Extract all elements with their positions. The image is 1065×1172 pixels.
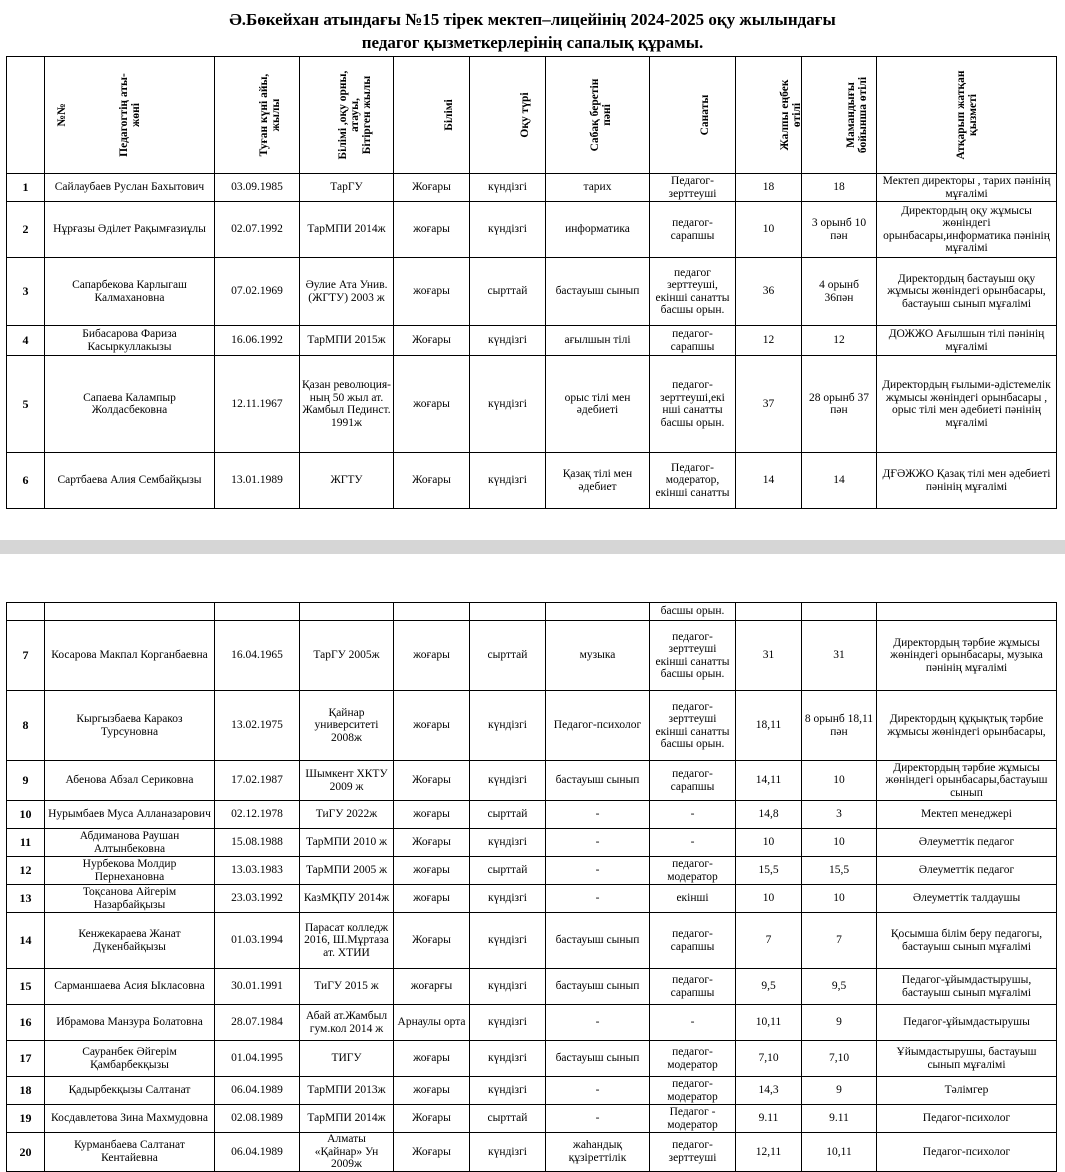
specialty-experience-cell: 7 [802, 913, 877, 969]
row-number-cell: 8 [7, 691, 45, 761]
header-label: Атқарып жатқан қызметі [954, 70, 979, 160]
row-number-cell: 19 [7, 1105, 45, 1133]
position-cell: Ұйымдастырушы, бастауыш сынып мұғалімі [877, 1041, 1057, 1077]
birth-date-cell: 03.09.1985 [215, 174, 300, 202]
specialty-experience-cell: 8 орынб 18,11 пән [802, 691, 877, 761]
subject-cell: бастауыш сынып [546, 1041, 650, 1077]
category-cell: педагог-сарапшы [650, 969, 736, 1005]
category-cell: - [650, 1005, 736, 1041]
row-number-cell: 10 [7, 801, 45, 829]
page-break [0, 540, 1065, 554]
specialty-experience-cell: 9.11 [802, 1105, 877, 1133]
institution-cell: Қазан революция-ның 50 жыл ат. Жамбыл Пединст. 1991ж [300, 356, 394, 453]
study-form-cell: күндізгі [470, 453, 546, 509]
study-form-cell: күндізгі [470, 1005, 546, 1041]
education-cell: жоғары [394, 857, 470, 885]
subject-cell: ағылшын тілі [546, 326, 650, 356]
total-experience-cell: 12,11 [736, 1133, 802, 1172]
header-label: Санаты [699, 94, 711, 136]
header-cell [736, 57, 802, 174]
subject-cell: - [546, 801, 650, 829]
total-experience-cell: 31 [736, 621, 802, 691]
institution-cell: Қайнар университеті 2008ж [300, 691, 394, 761]
continuation-row [7, 603, 1057, 621]
row-number-cell: 20 [7, 1133, 45, 1172]
table-row [7, 761, 1057, 801]
position-cell: Мектеп менеджері [877, 801, 1057, 829]
category-cell: Педагог - модератор [650, 1105, 736, 1133]
institution-cell: ТиГУ 2015 ж [300, 969, 394, 1005]
category-cell: педагог-зерттеуші екінші санатты басшы орын. [650, 691, 736, 761]
header-label: №№ [56, 103, 68, 127]
row-number-cell: 18 [7, 1077, 45, 1105]
continuation-cell [736, 603, 802, 621]
category-cell: - [650, 801, 736, 829]
total-experience-cell: 10 [736, 829, 802, 857]
header-cell [300, 57, 394, 174]
continuation-cell [546, 603, 650, 621]
header-label: Білімі [443, 99, 455, 131]
birth-date-cell: 02.07.1992 [215, 202, 300, 258]
continuation-cell [215, 603, 300, 621]
study-form-cell: күндізгі [470, 885, 546, 913]
study-form-cell: күндізгі [470, 1041, 546, 1077]
study-form-cell: күндізгі [470, 691, 546, 761]
header-cell [215, 57, 300, 174]
position-cell: Директордың ғылыми-әдістемелік жұмысы жөніндегі орынбасары , орыс тілі мен әдебиеті пәнінің мұғалімі [877, 356, 1057, 453]
teacher-name-cell: Абенова Абзал Сериковна [45, 761, 215, 801]
birth-date-cell: 07.02.1969 [215, 258, 300, 326]
institution-cell: Алматы «Қайнар» Ун 2009ж [300, 1133, 394, 1172]
header-label: Оқу түрі [519, 92, 531, 138]
birth-date-cell: 13.03.1983 [215, 857, 300, 885]
teacher-name-cell: Сартбаева Алия Сембайқызы [45, 453, 215, 509]
category-cell: педагог-зерттеуші [650, 1133, 736, 1172]
row-number-cell: 17 [7, 1041, 45, 1077]
table-row [7, 801, 1057, 829]
table-row [7, 453, 1057, 509]
total-experience-cell: 9,5 [736, 969, 802, 1005]
specialty-experience-cell: 28 орынб 37 пән [802, 356, 877, 453]
row-number-cell: 5 [7, 356, 45, 453]
position-cell: Әлеуметтік педагог [877, 829, 1057, 857]
specialty-experience-cell: 14 [802, 453, 877, 509]
teacher-name-cell: Курманбаева Салтанат Кентайевна [45, 1133, 215, 1172]
table-row [7, 202, 1057, 258]
header-cell [877, 57, 1057, 174]
continuation-cell [394, 603, 470, 621]
specialty-experience-cell: 9,5 [802, 969, 877, 1005]
institution-cell: Парасат колледж 2016, Ш.Мұртаза ат. ХТИИ [300, 913, 394, 969]
teacher-name-cell: Нурбекова Молдир Пернехановна [45, 857, 215, 885]
institution-cell: ТарМПИ 2014ж [300, 202, 394, 258]
category-cell: педагог зерттеуші, екінші санатты басшы орын. [650, 258, 736, 326]
row-number-cell: 16 [7, 1005, 45, 1041]
header-label: Мамандығы бойынша өтілі [845, 76, 869, 153]
continuation-cell [877, 603, 1057, 621]
table-row [7, 829, 1057, 857]
education-cell: жоғары [394, 1041, 470, 1077]
teacher-name-cell: Сарманшаева Асия Ыкласовна [45, 969, 215, 1005]
subject-cell: бастауыш сынып [546, 761, 650, 801]
teacher-name-cell: Сауранбек Әйгерім Қамбарбекқызы [45, 1041, 215, 1077]
subject-cell: орыс тілі мен әдебиеті [546, 356, 650, 453]
position-cell: Әлеуметтік педагог [877, 857, 1057, 885]
specialty-experience-cell: 10 [802, 885, 877, 913]
study-form-cell: күндізгі [470, 761, 546, 801]
birth-date-cell: 16.04.1965 [215, 621, 300, 691]
subject-cell: тарих [546, 174, 650, 202]
row-number-cell: 4 [7, 326, 45, 356]
total-experience-cell: 10 [736, 202, 802, 258]
position-cell: ДОЖЖО Ағылшын тілі пәнінің мұғалімі [877, 326, 1057, 356]
category-cell: педагог-сарапшы [650, 761, 736, 801]
specialty-experience-cell: 3 [802, 801, 877, 829]
birth-date-cell: 16.06.1992 [215, 326, 300, 356]
table-row [7, 174, 1057, 202]
study-form-cell: күндізгі [470, 174, 546, 202]
category-cell: екінші [650, 885, 736, 913]
table-header-row [7, 57, 1057, 174]
institution-cell: ЖГТУ [300, 453, 394, 509]
education-cell: Жоғары [394, 913, 470, 969]
education-cell: Жоғары [394, 1105, 470, 1133]
institution-cell: КазМҚПУ 2014ж [300, 885, 394, 913]
header-cell [7, 57, 68, 174]
subject-cell: жаһандық құзіреттілік [546, 1133, 650, 1172]
total-experience-cell: 14,8 [736, 801, 802, 829]
birth-date-cell: 02.08.1989 [215, 1105, 300, 1133]
education-cell: жоғары [394, 356, 470, 453]
birth-date-cell: 12.11.1967 [215, 356, 300, 453]
specialty-experience-cell: 31 [802, 621, 877, 691]
education-cell: Арнаулы орта [394, 1005, 470, 1041]
education-cell: Жоғары [394, 326, 470, 356]
total-experience-cell: 7 [736, 913, 802, 969]
continuation-cell [7, 603, 45, 621]
header-cell [45, 57, 215, 174]
birth-date-cell: 06.04.1989 [215, 1077, 300, 1105]
total-experience-cell: 10 [736, 885, 802, 913]
category-cell: педагог-зерттеуші екінші санатты басшы орын. [650, 621, 736, 691]
header-cell [470, 57, 546, 174]
continuation-cell [802, 603, 877, 621]
header-label: Сабақ беретін пәні [589, 78, 613, 152]
birth-date-cell: 28.07.1984 [215, 1005, 300, 1041]
category-cell: педагог-модератор [650, 1041, 736, 1077]
staff-table-body-1 [7, 57, 1057, 509]
birth-date-cell: 13.01.1989 [215, 453, 300, 509]
teacher-name-cell: Нурымбаев Муса Алланазарович [45, 801, 215, 829]
teacher-name-cell: Кенжекараева Жанат Дүкенбайқызы [45, 913, 215, 969]
row-number-cell: 3 [7, 258, 45, 326]
teacher-name-cell: Косдавлетова Зина Махмудовна [45, 1105, 215, 1133]
position-cell: Директордың құқықтық тәрбие жұмысы жөніндегі орынбасары, [877, 691, 1057, 761]
subject-cell: - [546, 857, 650, 885]
position-cell: Тәлімгер [877, 1077, 1057, 1105]
position-cell: Қосымша білім беру педагогы, бастауыш сынып мұғалімі [877, 913, 1057, 969]
study-form-cell: күндізгі [470, 1077, 546, 1105]
teacher-name-cell: Кыргызбаева Каракоз Турсуновна [45, 691, 215, 761]
specialty-experience-cell: 12 [802, 326, 877, 356]
continuation-cell [45, 603, 215, 621]
position-cell: Педагог-ұйымдастырушы, бастауыш сынып мұғалімі [877, 969, 1057, 1005]
institution-cell: ТарМПИ 2005 ж [300, 857, 394, 885]
teacher-name-cell: Сапаева Калампыр Жолдасбековна [45, 356, 215, 453]
institution-cell: Әулие Ата Унив. (ЖГТУ) 2003 ж [300, 258, 394, 326]
subject-cell: бастауыш сынып [546, 969, 650, 1005]
education-cell: жоғарғы [394, 969, 470, 1005]
education-cell: жоғары [394, 801, 470, 829]
continuation-cell [300, 603, 394, 621]
staff-table-page-2 [6, 602, 1057, 1172]
institution-cell: ТарГУ [300, 174, 394, 202]
table-row [7, 1041, 1057, 1077]
header-cell [802, 57, 877, 174]
study-form-cell: сырттай [470, 1105, 546, 1133]
header-label: Жалпы еңбек өтілі [779, 79, 803, 151]
table-row [7, 1133, 1057, 1172]
study-form-cell: күндізгі [470, 356, 546, 453]
birth-date-cell: 30.01.1991 [215, 969, 300, 1005]
table-row [7, 969, 1057, 1005]
subject-cell: информатика [546, 202, 650, 258]
total-experience-cell: 18,11 [736, 691, 802, 761]
continuation-cell: басшы орын. [650, 603, 736, 621]
education-cell: жоғары [394, 691, 470, 761]
specialty-experience-cell: 10,11 [802, 1133, 877, 1172]
position-cell: Директордың тәрбие жұмысы жөніндегі орынбасары, музыка пәнінің мұғалімі [877, 621, 1057, 691]
total-experience-cell: 37 [736, 356, 802, 453]
subject-cell: бастауыш сынып [546, 913, 650, 969]
total-experience-cell: 10,11 [736, 1005, 802, 1041]
specialty-experience-cell: 18 [802, 174, 877, 202]
subject-cell: - [546, 885, 650, 913]
title-line-1: Ә.Бөкейхан атындағы №15 тірек мектеп–лицейінің 2024-2025 оқу жылындағы [229, 10, 836, 29]
institution-cell: Абай ат.Жамбыл гум.кол 2014 ж [300, 1005, 394, 1041]
category-cell: педагог-модератор [650, 1077, 736, 1105]
row-number-cell: 9 [7, 761, 45, 801]
teacher-name-cell: Ибрамова Манзура Болатовна [45, 1005, 215, 1041]
table-row [7, 691, 1057, 761]
continuation-cell [470, 603, 546, 621]
subject-cell: бастауыш сынып [546, 258, 650, 326]
header-cell [546, 57, 650, 174]
row-number-cell: 13 [7, 885, 45, 913]
total-experience-cell: 18 [736, 174, 802, 202]
education-cell: жоғары [394, 621, 470, 691]
specialty-experience-cell: 9 [802, 1005, 877, 1041]
teacher-name-cell: Абдиманова Раушан Алтынбековна [45, 829, 215, 857]
birth-date-cell: 17.02.1987 [215, 761, 300, 801]
title-line-2: педагог қызметкерлерінің сапалық құрамы. [361, 33, 704, 52]
specialty-experience-cell: 10 [802, 829, 877, 857]
study-form-cell: күндізгі [470, 829, 546, 857]
position-cell: Мектеп директоры , тарих пәнінің мұғалімі [877, 174, 1057, 202]
row-number-cell: 2 [7, 202, 45, 258]
total-experience-cell: 36 [736, 258, 802, 326]
position-cell: Әлеуметтік талдаушы [877, 885, 1057, 913]
study-form-cell: сырттай [470, 801, 546, 829]
education-cell: жоғары [394, 202, 470, 258]
row-number-cell: 1 [7, 174, 45, 202]
study-form-cell: күндізгі [470, 913, 546, 969]
birth-date-cell: 02.12.1978 [215, 801, 300, 829]
subject-cell: - [546, 1105, 650, 1133]
table-row [7, 326, 1057, 356]
header-label: Педагогтің аты- жөні [117, 72, 142, 157]
education-cell: Жоғары [394, 761, 470, 801]
study-form-cell: күндізгі [470, 1133, 546, 1172]
category-cell: педагог-модератор [650, 857, 736, 885]
table-row [7, 1105, 1057, 1133]
institution-cell: ТарГУ 2005ж [300, 621, 394, 691]
table-row [7, 1005, 1057, 1041]
subject-cell: музыка [546, 621, 650, 691]
category-cell: педагог-сарапшы [650, 202, 736, 258]
category-cell: Педагог-зерттеуші [650, 174, 736, 202]
teacher-name-cell: Қадырбекқызы Салтанат [45, 1077, 215, 1105]
education-cell: жоғары [394, 258, 470, 326]
total-experience-cell: 15,5 [736, 857, 802, 885]
birth-date-cell: 06.04.1989 [215, 1133, 300, 1172]
specialty-experience-cell: 3 орынб 10 пән [802, 202, 877, 258]
institution-cell: ТарМПИ 2015ж [300, 326, 394, 356]
teacher-name-cell: Косарова Макпал Корганбаевна [45, 621, 215, 691]
institution-cell: ТарМПИ 2010 ж [300, 829, 394, 857]
subject-cell: - [546, 1077, 650, 1105]
birth-date-cell: 01.04.1995 [215, 1041, 300, 1077]
education-cell: жоғары [394, 1077, 470, 1105]
study-form-cell: күндізгі [470, 326, 546, 356]
staff-table-body-2 [7, 603, 1057, 1172]
position-cell: ДҒӘЖЖО Қазақ тілі мен әдебиеті пәнінің мұғалімі [877, 453, 1057, 509]
total-experience-cell: 14,11 [736, 761, 802, 801]
staff-table-page-1 [6, 56, 1057, 509]
category-cell: педагог-сарапшы [650, 326, 736, 356]
header-label: Білімі ,оқу орны, атауы, Бітірген жылы [337, 70, 373, 160]
institution-cell: Шымкент ХКТУ 2009 ж [300, 761, 394, 801]
specialty-experience-cell: 10 [802, 761, 877, 801]
table-row [7, 356, 1057, 453]
table-row [7, 885, 1057, 913]
study-form-cell: күндізгі [470, 969, 546, 1005]
table-row [7, 1077, 1057, 1105]
header-cell [394, 57, 470, 174]
specialty-experience-cell: 15,5 [802, 857, 877, 885]
table-row [7, 913, 1057, 969]
education-cell: Жоғары [394, 1133, 470, 1172]
total-experience-cell: 14,3 [736, 1077, 802, 1105]
institution-cell: ТарМПИ 2013ж [300, 1077, 394, 1105]
row-number-cell: 15 [7, 969, 45, 1005]
row-number-cell: 12 [7, 857, 45, 885]
subject-cell: - [546, 1005, 650, 1041]
birth-date-cell: 23.03.1992 [215, 885, 300, 913]
header-label: Туған күні айы, жылы [258, 73, 282, 157]
subject-cell: - [546, 829, 650, 857]
institution-cell: ТиГУ 2022ж [300, 801, 394, 829]
row-number-cell: 14 [7, 913, 45, 969]
institution-cell: ТарМПИ 2014ж [300, 1105, 394, 1133]
position-cell: Педагог-психолог [877, 1133, 1057, 1172]
position-cell: Педагог-психолог [877, 1105, 1057, 1133]
position-cell: Директордың бастауыш оқу жұмысы жөніндегі орынбасары, бастауыш сынып мұғалімі [877, 258, 1057, 326]
institution-cell: ТИГУ [300, 1041, 394, 1077]
study-form-cell: сырттай [470, 258, 546, 326]
position-cell: Директордың тәрбие жұмысы жөніндегі орынбасары,бастауыш сынып [877, 761, 1057, 801]
table-row [7, 857, 1057, 885]
total-experience-cell: 9.11 [736, 1105, 802, 1133]
education-cell: Жоғары [394, 174, 470, 202]
subject-cell: Педагог-психолог [546, 691, 650, 761]
teacher-name-cell: Сапарбекова Карлыгаш Калмахановна [45, 258, 215, 326]
total-experience-cell: 14 [736, 453, 802, 509]
study-form-cell: сырттай [470, 621, 546, 691]
specialty-experience-cell: 7,10 [802, 1041, 877, 1077]
total-experience-cell: 7,10 [736, 1041, 802, 1077]
category-cell: Педагог-модератор, екінші санатты [650, 453, 736, 509]
row-number-cell: 6 [7, 453, 45, 509]
education-cell: жоғары [394, 885, 470, 913]
study-form-cell: күндізгі [470, 202, 546, 258]
study-form-cell: сырттай [470, 857, 546, 885]
row-number-cell: 11 [7, 829, 45, 857]
teacher-name-cell: Бибасарова Фариза Касыркуллакызы [45, 326, 215, 356]
birth-date-cell: 13.02.1975 [215, 691, 300, 761]
education-cell: Жоғары [394, 453, 470, 509]
row-number-cell: 7 [7, 621, 45, 691]
category-cell: - [650, 829, 736, 857]
position-cell: Педагог-ұйымдастырушы [877, 1005, 1057, 1041]
education-cell: Жоғары [394, 829, 470, 857]
specialty-experience-cell: 4 орынб 36пән [802, 258, 877, 326]
subject-cell: Қазақ тілі мен әдебиет [546, 453, 650, 509]
total-experience-cell: 12 [736, 326, 802, 356]
document-title [0, 8, 1065, 54]
table-row [7, 621, 1057, 691]
header-cell [650, 57, 736, 174]
category-cell: педагог-зерттеуші,екі нші санатты басшы орын. [650, 356, 736, 453]
teacher-name-cell: Сайлаубаев Руслан Бахытович [45, 174, 215, 202]
birth-date-cell: 01.03.1994 [215, 913, 300, 969]
teacher-name-cell: Тоқсанова Айгерім Назарбайқызы [45, 885, 215, 913]
table-row [7, 258, 1057, 326]
birth-date-cell: 15.08.1988 [215, 829, 300, 857]
specialty-experience-cell: 9 [802, 1077, 877, 1105]
category-cell: педагог-сарапшы [650, 913, 736, 969]
position-cell: Директордың оқу жұмысы жөніндегі орынбасары,информатика пәнінің мұғалімі [877, 202, 1057, 258]
teacher-name-cell: Нұрғазы Әділет Рақымғазиұлы [45, 202, 215, 258]
